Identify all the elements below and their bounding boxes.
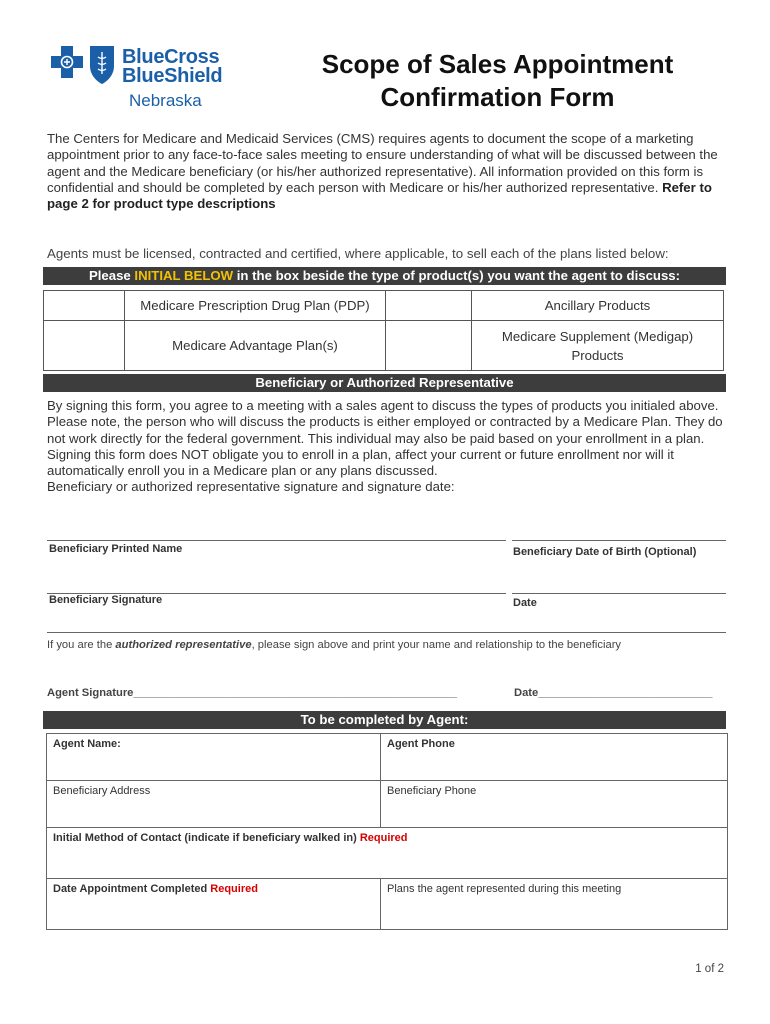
printed-name-line[interactable] [47, 540, 506, 541]
beneficiary-address-label: Beneficiary Address [53, 785, 151, 797]
initial-highlight: INITIAL BELOW [134, 268, 234, 283]
logo-text-blueshield: BlueShield [122, 65, 223, 87]
date-completed-cell[interactable] [47, 879, 381, 930]
bcbs-logo [50, 44, 250, 114]
intro-paragraph [47, 131, 727, 212]
signature-date-label: Date [513, 597, 537, 609]
initial-box-ancillary[interactable] [386, 291, 472, 321]
beneficiary-text-p2: Signing this form does NOT obligate you to enroll in a plan, affect your current or future enrollment nor will it automatically enroll you in a Medicare plan or any plans discussed. [47, 446, 674, 479]
product-selection-table [43, 290, 724, 371]
intro-bold-note: Refer to page 2 for product type descriptions [47, 179, 712, 212]
printed-name-label: Beneficiary Printed Name [49, 543, 183, 555]
representative-line[interactable] [47, 632, 726, 633]
agent-signature-field[interactable]: Agent Signature____________________________________________________ [47, 687, 457, 699]
title-line-1: Scope of Sales Appointment [321, 49, 674, 79]
date-completed-required: Required [210, 883, 258, 895]
initial-pre: Please [88, 268, 131, 283]
signature-date-line[interactable] [512, 593, 726, 594]
initial-box-pdp[interactable] [44, 291, 125, 321]
product-advantage: Medicare Advantage Plan(s) [125, 321, 386, 371]
rep-note-post: , please sign above and print your name and relationship to the beneficiary [251, 639, 622, 651]
contact-method-cell[interactable] [47, 828, 728, 879]
agent-phone-label: Agent Phone [387, 738, 455, 750]
beneficiary-section-bar: Beneficiary or Authorized Representative [43, 374, 726, 392]
product-ancillary: Ancillary Products [472, 291, 724, 321]
beneficiary-text-p1: By signing this form, you agree to a meeting with a sales agent to discuss the types of products you initialed above. Please note, the person who will discuss the products is either employed or contracted by a Medicare Plan. They do not work directly for the federal government. This individual may also be paid based on your enrollment in a plan. [47, 398, 723, 446]
agent-info-table [46, 733, 728, 930]
agent-name-cell[interactable] [47, 734, 381, 781]
beneficiary-phone-label: Beneficiary Phone [387, 785, 477, 797]
beneficiary-address-cell[interactable] [47, 781, 381, 828]
title-line-2: Confirmation Form [380, 82, 615, 112]
date-completed-label: Date Appointment Completed [53, 883, 208, 895]
contact-method-label: Initial Method of Contact (indicate if beneficiary walked in) [53, 832, 357, 844]
beneficiary-phone-cell[interactable] [381, 781, 728, 828]
product-supplement: Medicare Supplement (Medigap) Products [472, 321, 724, 371]
agent-phone-cell[interactable] [381, 734, 728, 781]
initial-box-advantage[interactable] [44, 321, 125, 371]
beneficiary-paragraph [47, 398, 727, 496]
rep-note-emph: authorized representative [115, 639, 252, 651]
page-number: 1 of 2 [695, 963, 724, 975]
dob-label: Beneficiary Date of Birth (Optional) [513, 546, 697, 558]
intro-text: The Centers for Medicare and Medicaid Services (CMS) requires agents to document the scope of a marketing appointment prior to any face-to-face sales meeting to ensure understanding of what will be discussed between the agent and the Medicare beneficiary (or his/her authorized representative). All information provided on this form is confidential and should be completed by each person with Medicare or his/her authorized representative. [47, 131, 718, 195]
agent-date-field[interactable]: Date____________________________ [514, 687, 713, 699]
beneficiary-text-p3: Beneficiary or authorized representative signature and signature date: [47, 479, 455, 495]
initial-instruction-bar [43, 267, 726, 285]
contact-method-required: Required [359, 832, 408, 844]
signature-label: Beneficiary Signature [49, 594, 163, 606]
dob-line[interactable] [512, 540, 726, 541]
cross-shield-icon [50, 44, 120, 90]
agents-license-note: Agents must be licensed, contracted and certified, where applicable, to sell each of the plans listed below: [47, 246, 669, 261]
plans-represented-cell[interactable] [381, 879, 728, 930]
initial-box-supplement[interactable] [386, 321, 472, 371]
plans-represented-label: Plans the agent represented during this meeting [387, 883, 622, 895]
initial-post: in the box beside the type of product(s) you want the agent to discuss: [236, 268, 681, 283]
rep-note-pre: If you are the [47, 639, 113, 651]
page-title [290, 48, 705, 114]
product-pdp: Medicare Prescription Drug Plan (PDP) [125, 291, 386, 321]
authorized-rep-note [47, 639, 621, 651]
agent-section-bar: To be completed by Agent: [43, 711, 726, 729]
logo-text-nebraska: Nebraska [129, 91, 202, 110]
logo-text-bluecross: BlueCross [122, 46, 220, 68]
agent-name-label: Agent Name: [53, 738, 121, 750]
